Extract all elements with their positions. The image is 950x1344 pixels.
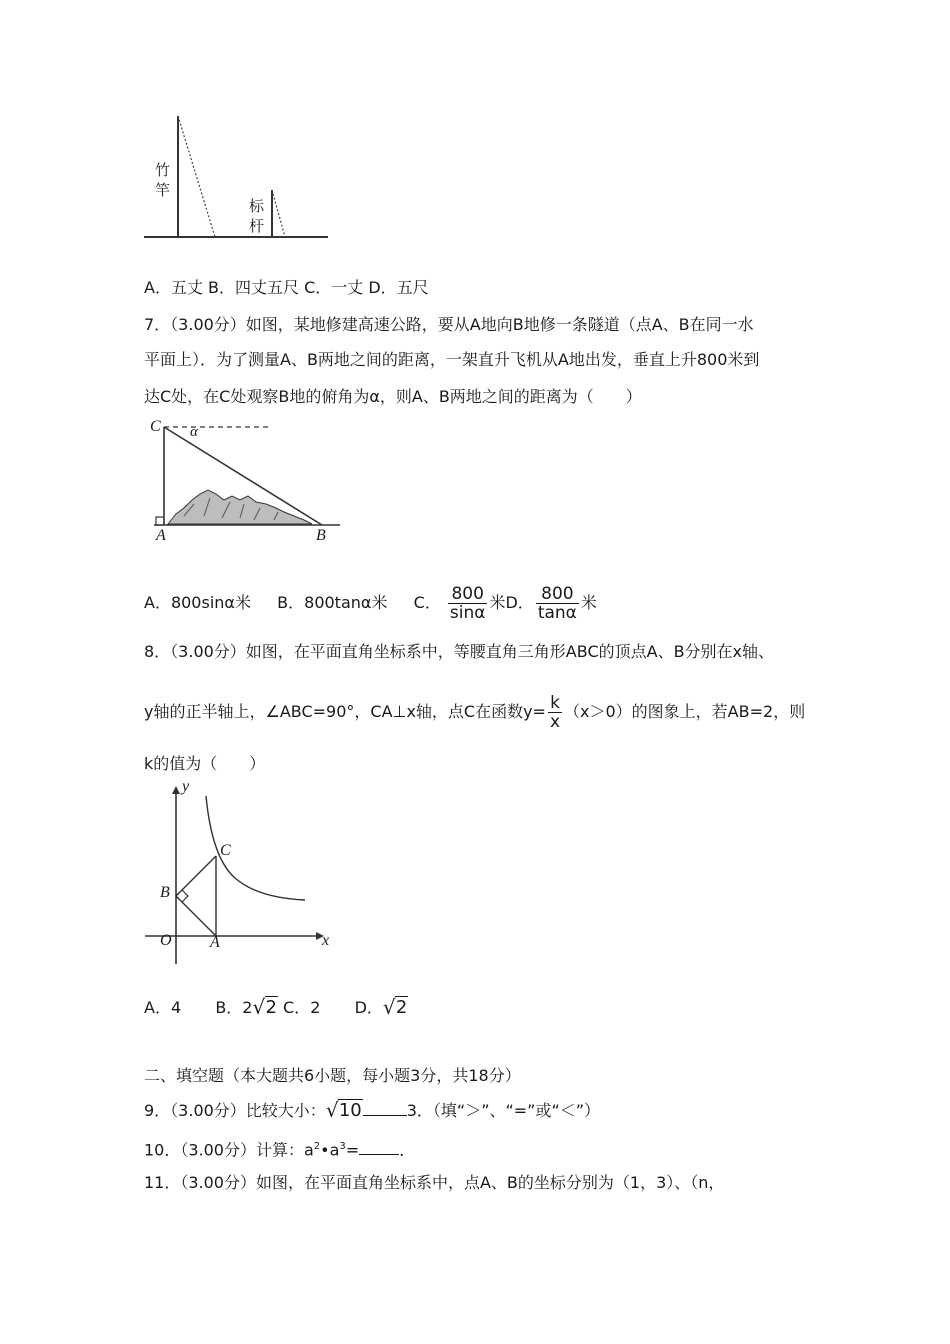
q8-label-A: A	[210, 934, 220, 951]
section-2-heading: 二、填空题（本大题共6小题，每小题3分，共18分）	[144, 1066, 521, 1085]
q7-c-numerator: 800	[448, 585, 488, 604]
q7-line2: 平面上）．为了测量A、B两地之间的距离，一架直升飞机从A地出发，垂直上升800米到	[144, 350, 760, 369]
q9	[144, 1100, 600, 1122]
q7-label-C: C	[150, 418, 161, 435]
q8-label-x: x	[322, 932, 330, 949]
q9-radicand: 10	[338, 1100, 362, 1121]
q10-exp1: 2	[313, 1141, 321, 1152]
q8-option-b-pre: B．2	[215, 998, 253, 1017]
q7-figure	[144, 416, 344, 544]
q8-line2-post: （x＞0）的图象上，若AB=2，则	[564, 702, 806, 721]
q8-options	[144, 996, 408, 1020]
right-angle-mark	[156, 517, 164, 525]
q7-option-c-suffix: 米D．	[489, 593, 534, 612]
q10-mid: •a	[320, 1140, 340, 1160]
q8-line2-pre: y轴的正半轴上，∠ABC=90°，CA⊥x轴，点C在函数y=	[144, 702, 546, 721]
q7-option-b: B．800tanα米	[277, 593, 388, 612]
q8-line1: 8．（3.00分）如图，在平面直角坐标系中，等腰直角三角形ABC的顶点A、B分别在x轴、	[144, 642, 775, 661]
q9-sqrt: √ 10	[325, 1098, 362, 1122]
q7-option-d-suffix: 米	[580, 593, 597, 612]
q7-label-alpha: α	[190, 424, 198, 440]
q8-option-a: A．4	[144, 998, 182, 1017]
q7-label-A: A	[156, 527, 166, 544]
q7-option-c-prefix: C．	[413, 593, 441, 612]
right-angle-mark-B	[182, 890, 188, 902]
q7-d-numerator: 800	[536, 585, 579, 604]
q10-answer-blank[interactable]	[359, 1140, 399, 1155]
q7-option-a: A．800sinα米	[144, 593, 251, 612]
q8-option-d-pre: D．	[354, 998, 383, 1017]
q7-line3: 达C处，在C处观察B地的俯角为α，则A、B两地之间的距离为（ ）	[144, 387, 642, 406]
q8-label-O: O	[160, 932, 172, 949]
q9-pre: 9．（3.00分）比较大小：	[144, 1101, 326, 1120]
q7-d-denominator: tanα	[537, 603, 577, 623]
q10-exp2: 3	[339, 1141, 346, 1152]
q8-line3: k的值为（ ）	[144, 754, 266, 773]
q7-label-B: B	[316, 527, 326, 544]
q8-function-fraction	[548, 694, 562, 731]
q10-post: ．	[399, 1140, 416, 1160]
q8-option-b-radicand: 2	[265, 997, 277, 1018]
q8-label-C: C	[220, 842, 231, 859]
q7-options	[144, 583, 597, 623]
q8-option-d-sqrt: √ 2	[382, 995, 408, 1019]
q7-option-d-fraction	[536, 585, 579, 622]
q8-option-b-sqrt: √ 2	[252, 995, 277, 1019]
q9-answer-blank[interactable]	[363, 1101, 407, 1116]
q7-c-denominator: sinα	[449, 603, 486, 623]
bamboo-shadow-ray	[178, 116, 215, 237]
q11-line1: 11．（3.00分）如图，在平面直角坐标系中，点A、B的坐标分别为（1，3）、（n，	[144, 1173, 725, 1192]
q8-option-c: C．2	[283, 998, 321, 1017]
q8-k: k	[548, 694, 562, 713]
q8-x: x	[549, 712, 561, 732]
mountain-icon	[168, 490, 312, 524]
q8-option-d-radicand: 2	[395, 997, 408, 1018]
q8-label-B: B	[160, 884, 170, 901]
y-axis-arrow	[172, 786, 180, 794]
marker-label: 标杆	[249, 197, 265, 235]
q10-eq: =	[345, 1140, 360, 1160]
q7-line1: 7．（3.00分）如图，某地修建高速公路，要从A地向B地修一条隧道（点A、B在同一水	[144, 315, 754, 334]
q10-pre: 10．（3.00分）计算：a	[144, 1140, 314, 1160]
bamboo-label: 竹竿	[155, 161, 171, 199]
q7-option-c-fraction	[448, 585, 488, 622]
q6-options: A．五丈 B．四丈五尺 C．一丈 D．五尺	[144, 278, 429, 297]
q8-label-y: y	[182, 778, 190, 795]
q10	[144, 1137, 415, 1160]
q9-post: 3．（填“＞”、“=”或“＜”）	[406, 1101, 601, 1120]
q8-line2	[144, 692, 805, 732]
marker-shadow-ray	[272, 190, 285, 237]
